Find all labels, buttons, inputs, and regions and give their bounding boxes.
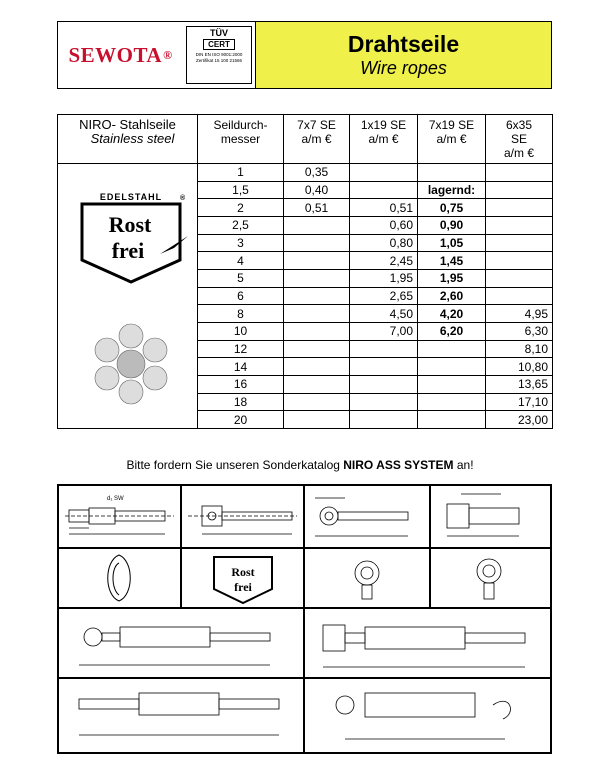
- cell-diameter: 1: [198, 164, 284, 182]
- cell-7x7-price: [284, 216, 350, 234]
- cell-7x7-price: 0,51: [284, 199, 350, 217]
- cell-7x7-price: [284, 234, 350, 252]
- cell-diameter: 1,5: [198, 181, 284, 199]
- cell-1x19-price: 2,65: [350, 287, 418, 305]
- technical-drawings-panel: [57, 484, 552, 754]
- table-header-row: [58, 115, 553, 164]
- cell-diameter: 10: [198, 322, 284, 340]
- drawing-turnbuckle-eye-fork: [58, 608, 304, 678]
- logo-line1: Rost: [108, 212, 152, 237]
- cell-7x7-price: [284, 287, 350, 305]
- cert-line-1: TÜV: [210, 28, 228, 38]
- cell-7x19-price: 0,75: [418, 199, 486, 217]
- header-box: [57, 21, 552, 89]
- cell-6x35-price: [486, 234, 553, 252]
- cell-diameter: 2: [198, 199, 284, 217]
- cell-7x19-price: lagernd:: [418, 181, 486, 199]
- cell-7x19-price: [418, 164, 486, 182]
- cell-1x19-price: [350, 393, 418, 411]
- drawing-clevis-terminal: [181, 485, 304, 548]
- note-catalog-name: NIRO ASS SYSTEM: [343, 458, 454, 472]
- cell-7x19-price: 0,90: [418, 216, 486, 234]
- title-box: [255, 22, 551, 88]
- cell-6x35-price: [486, 216, 553, 234]
- page-title: Drahtseile: [347, 30, 460, 57]
- cell-1x19-price: 1,95: [350, 269, 418, 287]
- header-material-de: NIRO- Stahlseile: [79, 117, 176, 132]
- cell-6x35-price: [486, 199, 553, 217]
- cell-7x7-price: [284, 393, 350, 411]
- header-7x19: [418, 115, 486, 164]
- cert-line-3: DIN EN ISO 9001:2000: [195, 52, 243, 57]
- cell-7x19-price: 1,05: [418, 234, 486, 252]
- cell-6x35-price: [486, 164, 553, 182]
- logo-top-text: EDELSTAHL: [99, 192, 163, 202]
- cell-diameter: 14: [198, 358, 284, 376]
- cell-6x35-price: [486, 181, 553, 199]
- cell-diameter: 4: [198, 252, 284, 270]
- cell-7x7-price: [284, 358, 350, 376]
- drawing-rostfrei-logo-small: [181, 548, 304, 608]
- cell-6x35-price: [486, 252, 553, 270]
- cell-7x19-price: [418, 411, 486, 429]
- header-material: [58, 115, 198, 164]
- cell-1x19-price: 0,80: [350, 234, 418, 252]
- header-1x19: [350, 115, 418, 164]
- cell-7x19-price: 1,45: [418, 252, 486, 270]
- svg-text:d₁ SW: d₁ SW: [107, 496, 124, 502]
- cell-1x19-price: [350, 181, 418, 199]
- header-7x7-line2: a/m €: [301, 132, 332, 146]
- cell-6x35-price: 8,10: [486, 340, 553, 358]
- cell-7x19-price: 2,60: [418, 287, 486, 305]
- cell-7x7-price: [284, 322, 350, 340]
- header-diameter-line2: messer: [220, 132, 261, 146]
- header-7x19-line1: 7x19 SE: [428, 118, 475, 132]
- cell-6x35-price: 10,80: [486, 358, 553, 376]
- cell-1x19-price: [350, 358, 418, 376]
- header-1x19-line1: 1x19 SE: [360, 118, 407, 132]
- cell-7x7-price: [284, 411, 350, 429]
- drawing-turnbuckle-fork-stud: [304, 608, 551, 678]
- cell-7x7-price: [284, 375, 350, 393]
- drawing-turnbuckle-eye-hook: [304, 678, 551, 753]
- header-7x19-line2: a/m €: [436, 132, 467, 146]
- header-7x7: [284, 115, 350, 164]
- drawing-eye-nut: [304, 548, 430, 608]
- header-diameter-line1: Seildurch-: [213, 118, 268, 132]
- cell-6x35-price: 17,10: [486, 393, 553, 411]
- cell-7x19-price: 1,95: [418, 269, 486, 287]
- header-6x35-line1: 6x35: [505, 118, 533, 132]
- cell-7x19-price: [418, 375, 486, 393]
- cell-7x19-price: 6,20: [418, 322, 486, 340]
- page-subtitle: Wire ropes: [360, 57, 447, 78]
- cell-7x7-price: [284, 252, 350, 270]
- svg-text:frei: frei: [234, 580, 252, 594]
- note-suffix: an!: [453, 458, 474, 472]
- cell-7x19-price: [418, 393, 486, 411]
- cell-diameter: 5: [198, 269, 284, 287]
- cell-1x19-price: [350, 164, 418, 182]
- wire-rope-cross-section-icon: [95, 324, 167, 404]
- logo-line2: frei: [111, 238, 145, 263]
- drawing-eye-terminal: [304, 485, 430, 548]
- header-6x35-line3: a/m €: [503, 146, 534, 160]
- cell-7x7-price: 0,35: [284, 164, 350, 182]
- cell-1x19-price: [350, 340, 418, 358]
- cell-7x7-price: [284, 305, 350, 323]
- illustration-cell: [58, 164, 198, 429]
- cell-1x19-price: 0,60: [350, 216, 418, 234]
- cert-line-2: CERT: [203, 39, 235, 50]
- cell-6x35-price: 23,00: [486, 411, 553, 429]
- cell-1x19-price: 7,00: [350, 322, 418, 340]
- cell-diameter: 2,5: [198, 216, 284, 234]
- cell-diameter: 8: [198, 305, 284, 323]
- drawing-swage-stud: [430, 485, 551, 548]
- header-6x35-line2: SE: [510, 132, 527, 146]
- cell-7x7-price: [284, 269, 350, 287]
- brand-logo: [58, 22, 183, 88]
- cell-diameter: 20: [198, 411, 284, 429]
- cell-7x19-price: [418, 340, 486, 358]
- logo-mark: ®: [180, 195, 186, 202]
- cell-7x19-price: [418, 358, 486, 376]
- certification-badge: [183, 22, 255, 88]
- cell-6x35-price: 6,30: [486, 322, 553, 340]
- price-table: [57, 114, 553, 429]
- cell-6x35-price: [486, 269, 553, 287]
- header-diameter: [198, 115, 284, 164]
- cert-line-4: Zertifikat 15 100 21566: [195, 58, 243, 63]
- cell-6x35-price: 13,65: [486, 375, 553, 393]
- cell-7x7-price: [284, 340, 350, 358]
- cell-diameter: 6: [198, 287, 284, 305]
- header-6x35: [486, 115, 553, 164]
- cell-6x35-price: [486, 287, 553, 305]
- cell-1x19-price: [350, 411, 418, 429]
- header-material-en: Stainless steel: [90, 131, 175, 146]
- drawing-eye-bolt: [430, 548, 551, 608]
- cell-diameter: 12: [198, 340, 284, 358]
- drawing-fork-terminal: [58, 485, 181, 548]
- drawing-turnbuckle-stud-stud: [58, 678, 304, 753]
- brand-name: SEWOTA: [68, 42, 163, 67]
- cell-1x19-price: 4,50: [350, 305, 418, 323]
- note-prefix: Bitte fordern Sie unseren Sonderkatalog: [126, 458, 344, 472]
- cell-6x35-price: 4,95: [486, 305, 553, 323]
- cell-7x19-price: 4,20: [418, 305, 486, 323]
- cell-7x7-price: 0,40: [284, 181, 350, 199]
- brand-registered-mark: ®: [163, 47, 173, 62]
- cell-diameter: 3: [198, 234, 284, 252]
- cell-1x19-price: 2,45: [350, 252, 418, 270]
- header-1x19-line2: a/m €: [368, 132, 399, 146]
- catalog-note: [0, 458, 600, 472]
- table-row: [58, 164, 553, 182]
- svg-text:Rost: Rost: [231, 565, 255, 579]
- cell-diameter: 16: [198, 375, 284, 393]
- cell-1x19-price: [350, 375, 418, 393]
- drawing-snap-hook: [58, 548, 181, 608]
- cell-1x19-price: 0,51: [350, 199, 418, 217]
- rostfrei-logo: [62, 164, 201, 428]
- cell-diameter: 18: [198, 393, 284, 411]
- header-7x7-line1: 7x7 SE: [297, 118, 336, 132]
